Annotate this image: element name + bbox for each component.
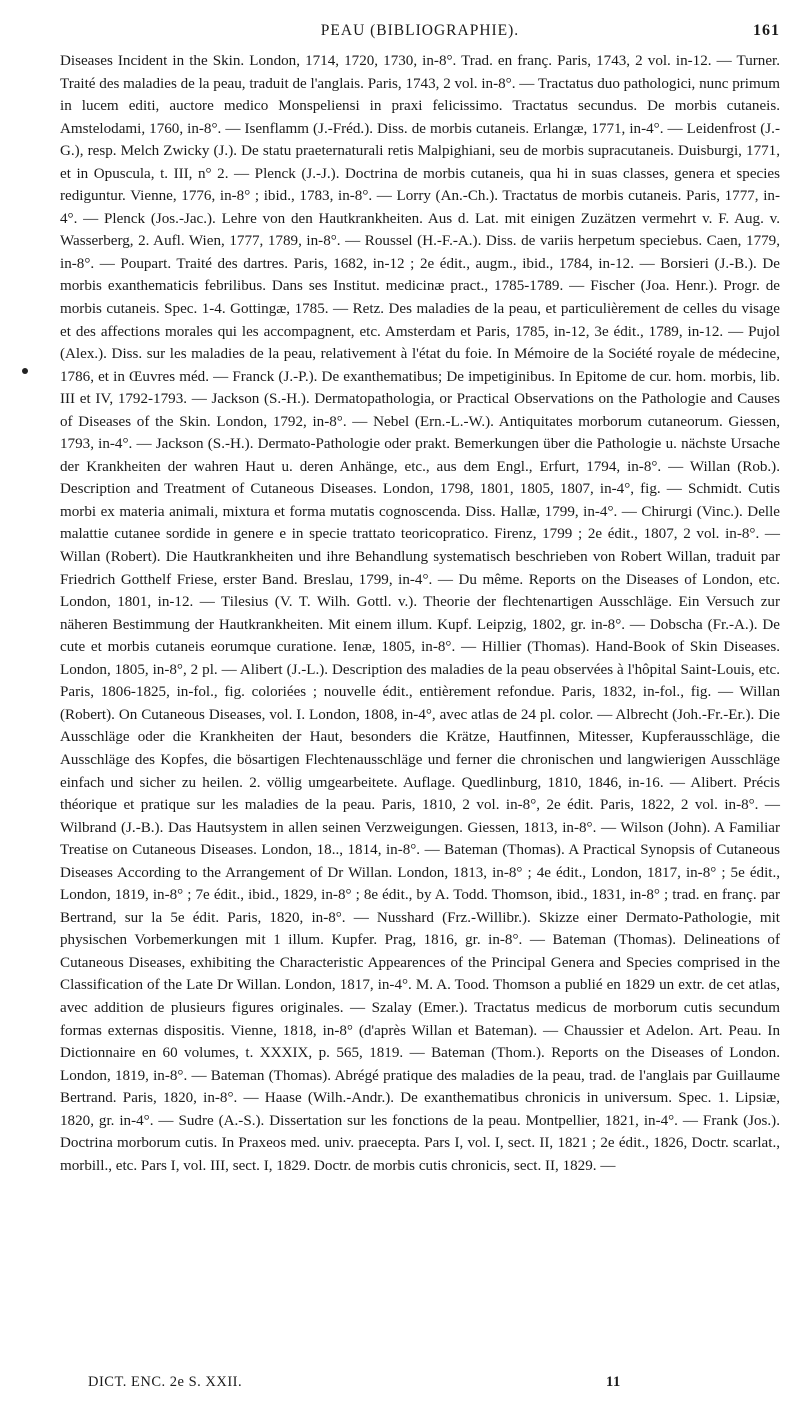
running-header xyxy=(60,22,780,50)
bibliography-text xyxy=(60,50,780,1177)
page xyxy=(60,22,780,1177)
signature-number: 11 xyxy=(606,1374,621,1390)
printer-signature: DICT. ENC. 2e S. XXII. xyxy=(88,1374,243,1390)
running-title: PEAU (BIBLIOGRAPHIE). xyxy=(320,22,520,39)
page-number: 161 xyxy=(753,22,780,39)
bibliography-paragraph: Diseases Incident in the Skin. London, 1714, 1720, 1730, in-8°. Trad. en franç. Paris, 1743, 2 vol. in-12. — Turner. Traité des maladies de la peau, traduit de l'anglais. Paris, 1743, 2 vol. in-8°. — Tractatus duo pathologici, nunc primum in lucem editi, auctore medico Monspeliensi in praxi felicissimo. Tractatus secundus. De morbis cutaneis. Amstelodami, 1760, in-8°. — Isenflamm (J.-Fréd.). Diss. de morbis cutaneis. Erlangæ, 1771, in-4°. — Leidenfrost (J.-G.), resp. Melch Zwicky (J.). De statu praeternaturali retis Malpighiani, seu de morbis supracutaneis. Duisburgi, 1771, et in Opuscula, t. III, n° 2. — Plenck (J.-J.). Doctrina de morbis cutaneis, qua hi in suas classes, genera et species rediguntur. Vienne, 1776, in-8° ; ibid., 1783, in-8°. — Lorry (An.-Ch.). Tractatus de morbis cutaneis. Paris, 1777, in-4°. — Plenck (Jos.-Jac.). Lehre von den Hautkrankheiten. Aus d. Lat. mit einigen Zuzätzen vermehrt v. F. Aug. v. Wasserberg, 2. Aufl. Wien, 1777, 1789, in-8°. — Roussel (H.-F.-A.). Diss. de variis herpetum speciebus. Caen, 1779, in-8°. — Poupart. Traité des dartres. Paris, 1682, in-12 ; 2e édit., augm., ibid., 1784, in-12. — Borsieri (J.-B.). De morbis exanthematicis febrilibus. Dans ses Institut. medicinæ pract., 1785-1789. — Fischer (Joa. Henr.). Progr. de morbis cutaneis. Spec. 1-4. Gottingæ, 1785. — Retz. Des maladies de la peau, et particulièrement de celles du visage et des affections morales qui les accompagnent, etc. Amsterdam et Paris, 1785, in-12, 3e édit., 1789, in-12. — Pujol (Alex.). Diss. sur les maladies de la peau, relativement à l'état du foie. In Mémoire de la Société royale de médecine, 1786, et in Œuvres méd. — Franck (J.-P.). De exanthematibus; De impetiginibus. In Epitome de cur. hom. morbis, lib. III et IV, 1792-1793. — Jackson (S.-H.). Dermatopathologia, or Practical Observations on the Pathologie and Causes of Diseases of the Skin. London, 1792, in-8°. — Nebel (Ern.-L.-W.). Antiquitates morborum cutaneorum. Giessen, 1793, in-4°. — Jackson (S.-H.). Dermato-Pathologie oder prakt. Bemerkungen über die Pathologie u. nächste Ursache der Krankheiten der wahren Haut u. deren Anhänge, etc., aus dem Engl., Erfurt, 1794, in-8°. — Willan (Rob.). Description and Treatment of Cutaneous Diseases. London, 1798, 1801, 1805, 1807, in-4°, fig. — Schmidt. Cutis morbi ex materia animali, mixtura et forma mutatis cognoscenda. Diss. Hallæ, 1799, in-4°. — Chirurgi (Vinc.). Delle malattie cutanee sordide in genere e in specie trattato teoricopratico. Firenz, 1799 ; 2e édit., 1807, 2 vol. in-8°. — Willan (Robert). Die Hautkrankheiten und ihre Behandlung systematisch beschrieben von Robert Willan, traduit par Friedrich Gotthelf Friese, erster Band. Breslau, 1799, in-4°. — Du même. Reports on the Diseases of London, etc. London, 1801, in-12. — Tilesius (V. T. Wilh. Gottl. v.). Theorie der flechtenartigen Ausschläge. Ein Versuch zur näheren Bestimmung der Hautkrankheiten. Mit einem illum. Kupf. Leipzig, 1802, gr. in-8°. — Dobscha (Fr.-A.). De cute et morbis cutaneis eorumque curatione. Ienæ, 1805, in-8°. — Hillier (Thomas). Hand-Book of Skin Diseases. London, 1805, in-8°, 2 pl. — Alibert (J.-L.). Description des maladies de la peau observées à l'hôpital Saint-Louis, etc. Paris, 1806-1825, in-fol., fig. coloriées ; nouvelle édit., entièrement refondue. Paris, 1832, in-fol., fig. — Willan (Robert). On Cutaneous Diseases, vol. I. London, 1808, in-4°, avec atlas de 24 pl. color. — Albrecht (Joh.-Fr.-Er.). Die Ausschläge oder die Krankheiten der Haut, besonders die Krätze, Hautfinnen, Mitesser, Kupferausschläge, die Ausschläge des Kopfes, die bösartigen Flechtenausschläge und ferner die chronischen und langwierigen Ausschläge einfach und sicher zu heilen. 2. völlig umgearbeitete. Auflage. Quedlinburg, 1810, 1846, in-16. — Alibert. Précis théorique et pratique sur les maladies de la peau. Paris, 1810, 2 vol. in-8°, 2e édit. Paris, 1822, 2 vol. in-8°. — Wilbrand (J.-B.). Das Hautsystem in allen seinen Verzweigungen. Giessen, 1813, in-8°. — Wilson (John). A Familiar Treatise on Cutaneous Diseases. London, 18.., 1814, in-8°. — Bateman (Thomas). A Practical Synopsis of Cutaneous Diseases According to the Arrangement of Dr Willan. London, 1813, in-8° ; 4e édit., London, 1817, in-8° ; 5e édit., London, 1819, in-8° ; 7e édit., ibid., 1829, in-8° ; 8e édit., by A. Todd. Thomson, ibid., 1831, in-8° ; trad. en franç. par Bertrand, sur la 5e édit. Paris, 1820, in-8°. — Nusshard (Frz.-Willibr.). Skizze einer Dermato-Pathologie, mit physischen Vorbemerkungen mit 1 illum. Kupfer. Prag, 1816, gr. in-8°. — Bateman (Thomas). Delineations of Cutaneous Diseases, exhibiting the Characteristic Appearences of the Principal Genera and Species comprised in the Classification of the Late Dr Willan. London, 1817, in-4°. M. A. Tood. Thomson a publié en 1829 un extr. de cet atlas, avec addition de plusieurs figures originales. — Szalay (Emer.). Tractatus medicus de morborum cutis secundum formas externas dispositis. Vienne, 1818, in-8° (d'après Willan et Bateman). — Chaussier et Adelon. Art. Peau. In Dictionnaire en 60 volumes, t. XXXIX, p. 565, 1819. — Bateman (Thom.). Reports on the Diseases of London. London, 1819, in-8°. — Bateman (Thomas). Abrégé pratique des maladies de la peau, trad. de l'anglais par Guillaume Bertrand. Paris, 1820, in-8°. — Haase (Wilh.-Andr.). De exanthematibus chronicis in universum. Spec. 1. Lipsiæ, 1820, gr. in-4°. — Sudre (A.-S.). Dissertation sur les fonctions de la peau. Montpellier, 1821, in-4°. — Frank (Jos.). Doctrina morborum cutis. In Praxeos med. univ. praecepta. Pars I, vol. I, sect. II, 1821 ; 2e édit., 1826, Doctr. scarlat., morbill., etc. Pars I, vol. III, sect. I, 1829. Doctr. de morbis cutis chronicis, sect. II, 1829. — xyxy=(60,53,781,1174)
margin-dot xyxy=(22,368,28,374)
